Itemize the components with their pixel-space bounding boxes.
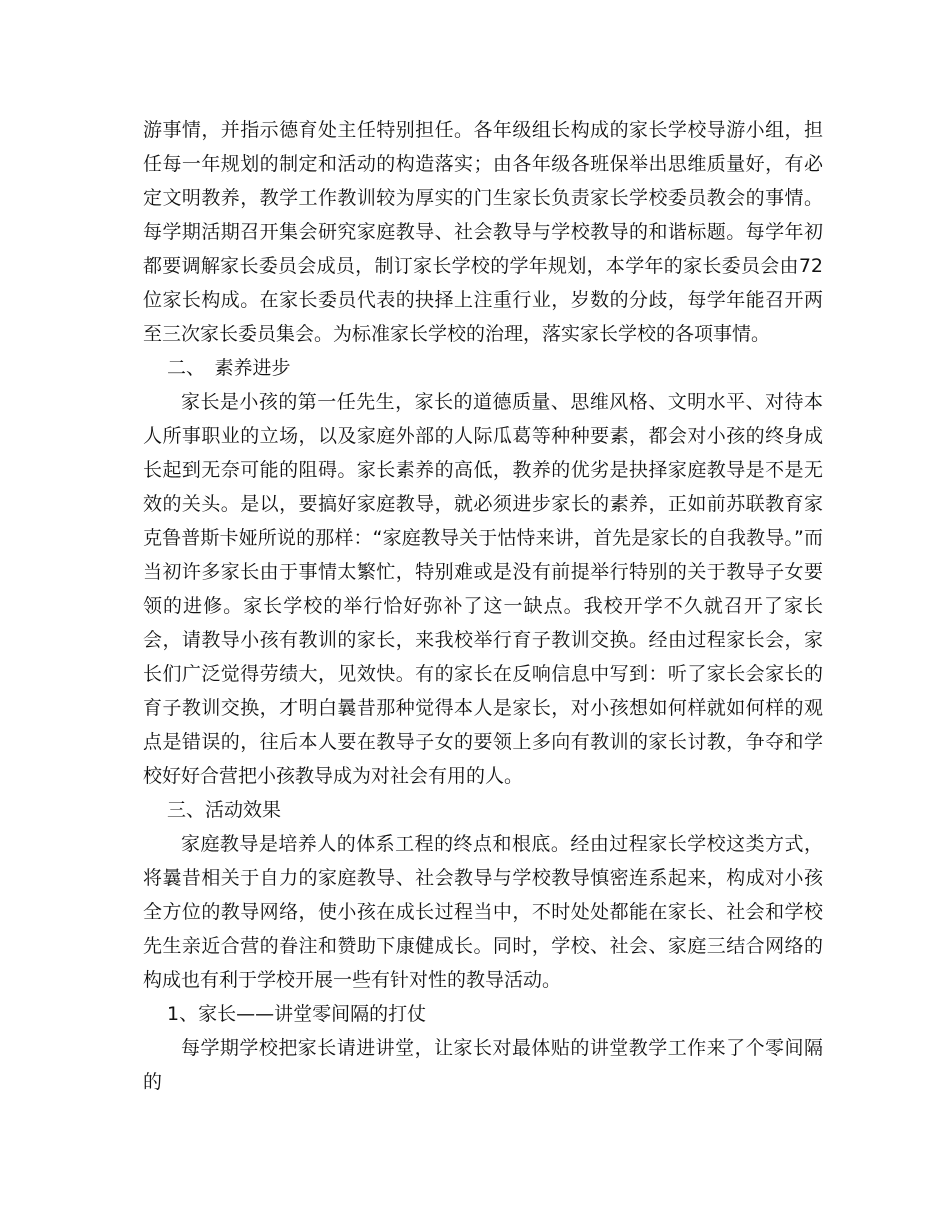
paragraph-committee: 游事情，并指示德育处主任特别担任。各年级组长构成的家长学校导游小组，担任每一年规划的制定和活动的构造落实；由各年级各班保举出思维质量好，有必定文明教养，教学工作教训较为厚实的门生家长负责家长学校委员教会的事情。每学期活期召开集会研究家庭教导、社会教导与学校教导的和谐标题。每学年初都要调解家长委员会成员，制订家长学校的学年规划，本学年的家长委员会由72位家长构成。在家长委员代表的抉择上注重行业，岁数的分歧，每学年能召开两至三次家长委员集会。为标准家长学校的治理，落实家长学校的各项事情。 <box>143 119 823 345</box>
paragraph-parents-classroom: 每学期学校把家长请进讲堂，让家长对最体贴的讲堂教学工作来了个零间隔的 <box>143 1037 823 1093</box>
section-heading-activity-results: 三、活动效果 <box>167 799 282 821</box>
paragraph-activity-results: 家庭教导是培养人的体系工程的终点和根底。经由过程家长学校这类方式，将曩昔相关于自力的家庭教导、社会教导与学校教导慎密连系起来，构成对小孩全方位的教导网络，使小孩在成长过程当中，不时处处都能在家长、社会和学校先生亲近合营的眷注和赞助下康健成长。同时，学校、社会、家庭三结合网络的构成也有利于学校开展一些有针对性的教导活动。 <box>143 833 823 991</box>
section-heading-quality-improvement: 二、 素养进步 <box>167 357 291 379</box>
subsection-heading-parents-classroom: 1、家长——讲堂零间隔的打仗 <box>167 1003 427 1025</box>
paragraph-quality-improvement: 家长是小孩的第一任先生，家长的道德质量、思维风格、文明水平、对待本人所事职业的立场，以及家庭外部的人际瓜葛等种种要素，都会对小孩的终身成长起到无奈可能的阻碍。家长素养的高低，教养的优劣是抉择家庭教导是不是无效的关头。是以，要搞好家庭教导，就必须进步家长的素养，正如前苏联教育家克鲁普斯卡娅所说的那样：“家庭教导关于怙恃来讲，首先是家长的自我教导。”而当初许多家长由于事情太繁忙，特别难或是没有前提举行特别的关于教导子女要领的进修。家长学校的举行恰好弥补了这一缺点。我校开学不久就召开了家长会，请教导小孩有教训的家长，来我校举行育子教训交换。经由过程家长会，家长们广泛觉得劳绩大，见效快。有的家长在反响信息中写到：听了家长会家长的育子教训交换，才明白曩昔那种觉得本人是家长，对小孩想如何样就如何样的观点是错误的，往后本人要在教导子女的要领上多向有教训的家长讨教，争夺和学校好好合营把小孩教导成为对社会有用的人。 <box>143 391 823 787</box>
document-body <box>143 113 823 1099</box>
